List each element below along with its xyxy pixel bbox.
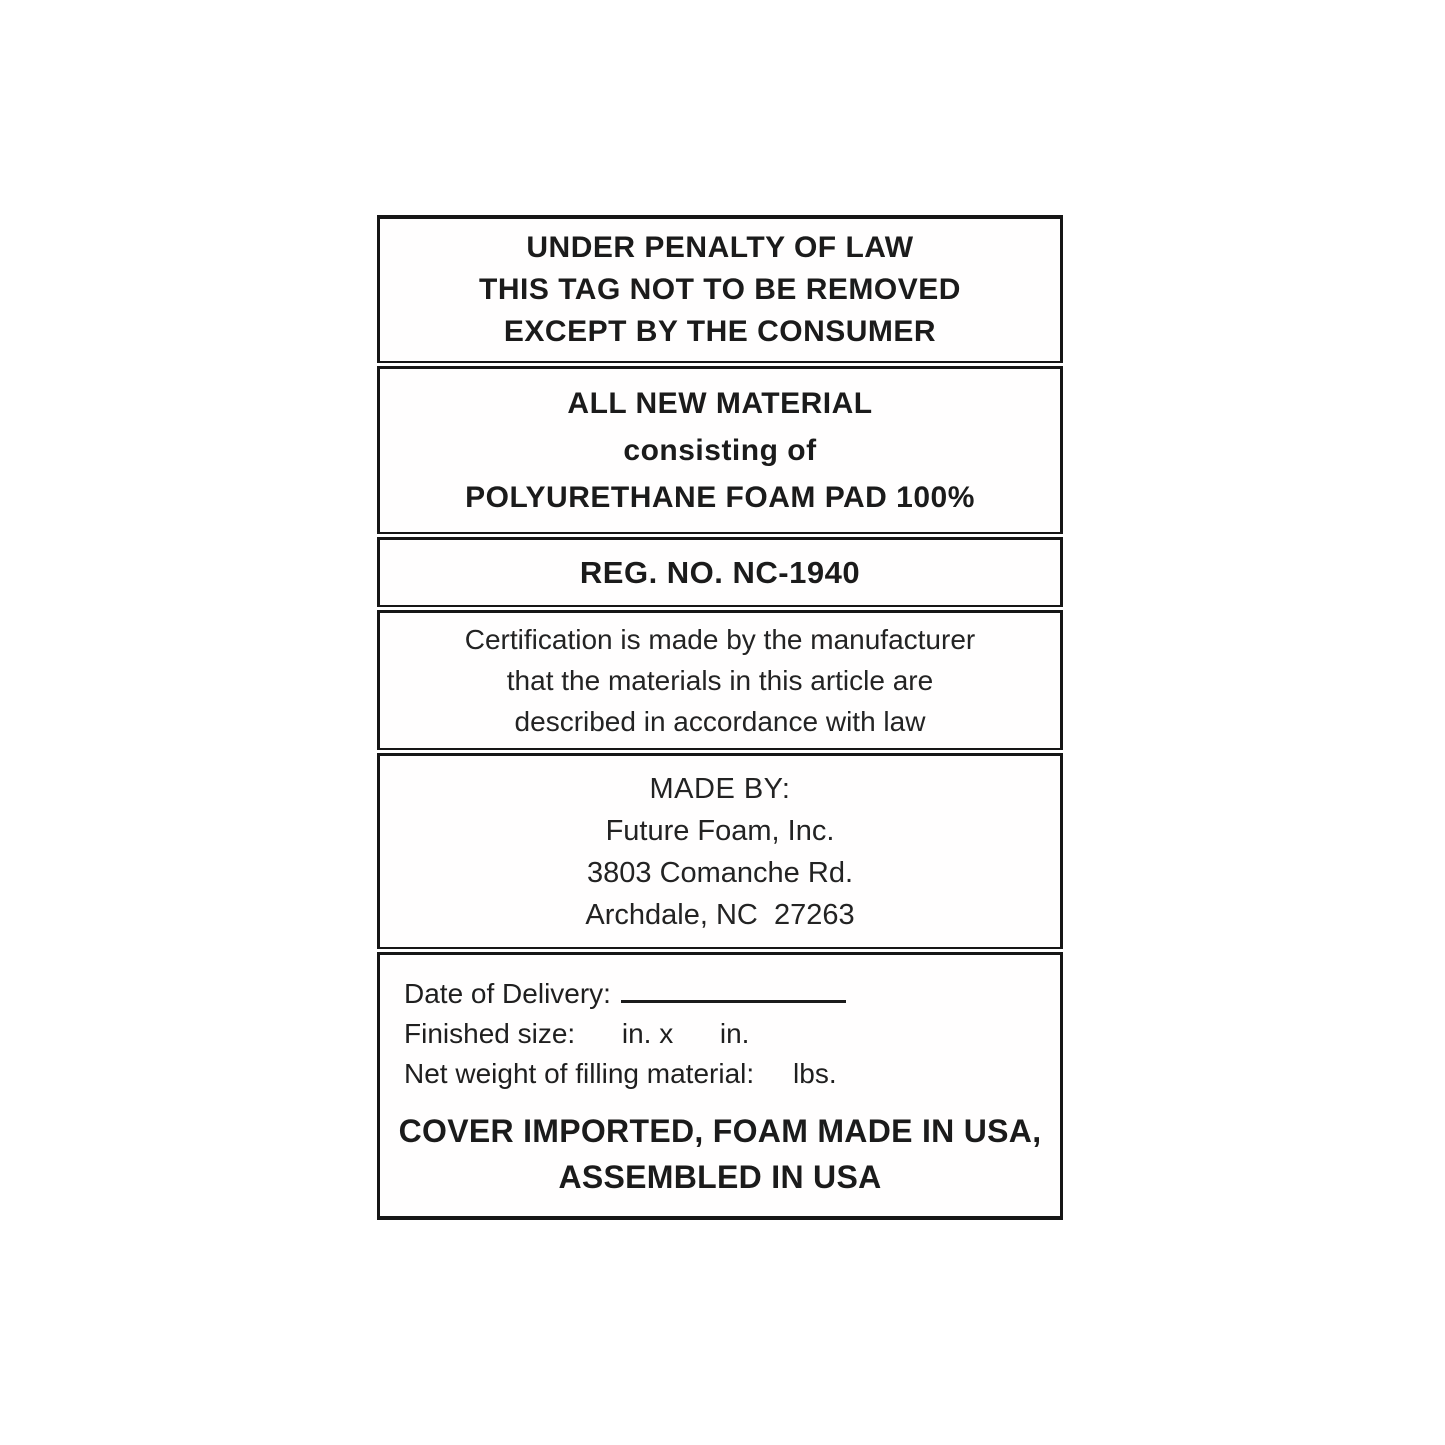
made-by-heading: MADE BY: [649, 772, 791, 805]
origin-line-2: ASSEMBLED IN USA [558, 1159, 882, 1195]
material-line-3: POLYURETHANE FOAM PAD 100% [465, 481, 975, 514]
material-contents-section [377, 366, 1063, 534]
finished-size-row: Finished size: in. x in. [404, 1018, 750, 1049]
delivery-detail-lines [380, 973, 1060, 1094]
certification-line-2: that the materials in this article are [506, 665, 934, 696]
certification-line-1: Certification is made by the manufacturer [464, 624, 976, 655]
material-line-1: ALL NEW MATERIAL [567, 387, 873, 420]
penalty-line-3: EXCEPT BY THE CONSUMER [503, 315, 937, 348]
net-weight-row: Net weight of filling material: lbs. [404, 1058, 837, 1089]
date-of-delivery-label: Date of Delivery: [404, 978, 611, 1009]
made-by-section [377, 753, 1063, 949]
registration-number-section [377, 537, 1063, 607]
penalty-line-1: UNDER PENALTY OF LAW [526, 231, 914, 264]
date-of-delivery-blank-line [621, 973, 846, 1003]
material-line-2: consisting of [623, 434, 817, 467]
certification-section [377, 610, 1063, 750]
penalty-line-2: THIS TAG NOT TO BE REMOVED [479, 273, 961, 306]
penalty-notice-section [377, 215, 1063, 363]
delivery-details-section [377, 952, 1063, 1220]
registration-number: REG. NO. NC-1940 [579, 554, 861, 590]
manufacturer-name: Future Foam, Inc. [605, 814, 835, 847]
manufacturer-street: 3803 Comanche Rd. [587, 856, 853, 889]
law-label [377, 215, 1063, 1220]
certification-line-3: described in accordance with law [514, 706, 926, 737]
origin-line-1: COVER IMPORTED, FOAM MADE IN USA, [398, 1113, 1042, 1149]
origin-statement [380, 1108, 1060, 1202]
date-of-delivery-row [404, 973, 1060, 1014]
manufacturer-city-state-zip: Archdale, NC 27263 [585, 898, 855, 931]
